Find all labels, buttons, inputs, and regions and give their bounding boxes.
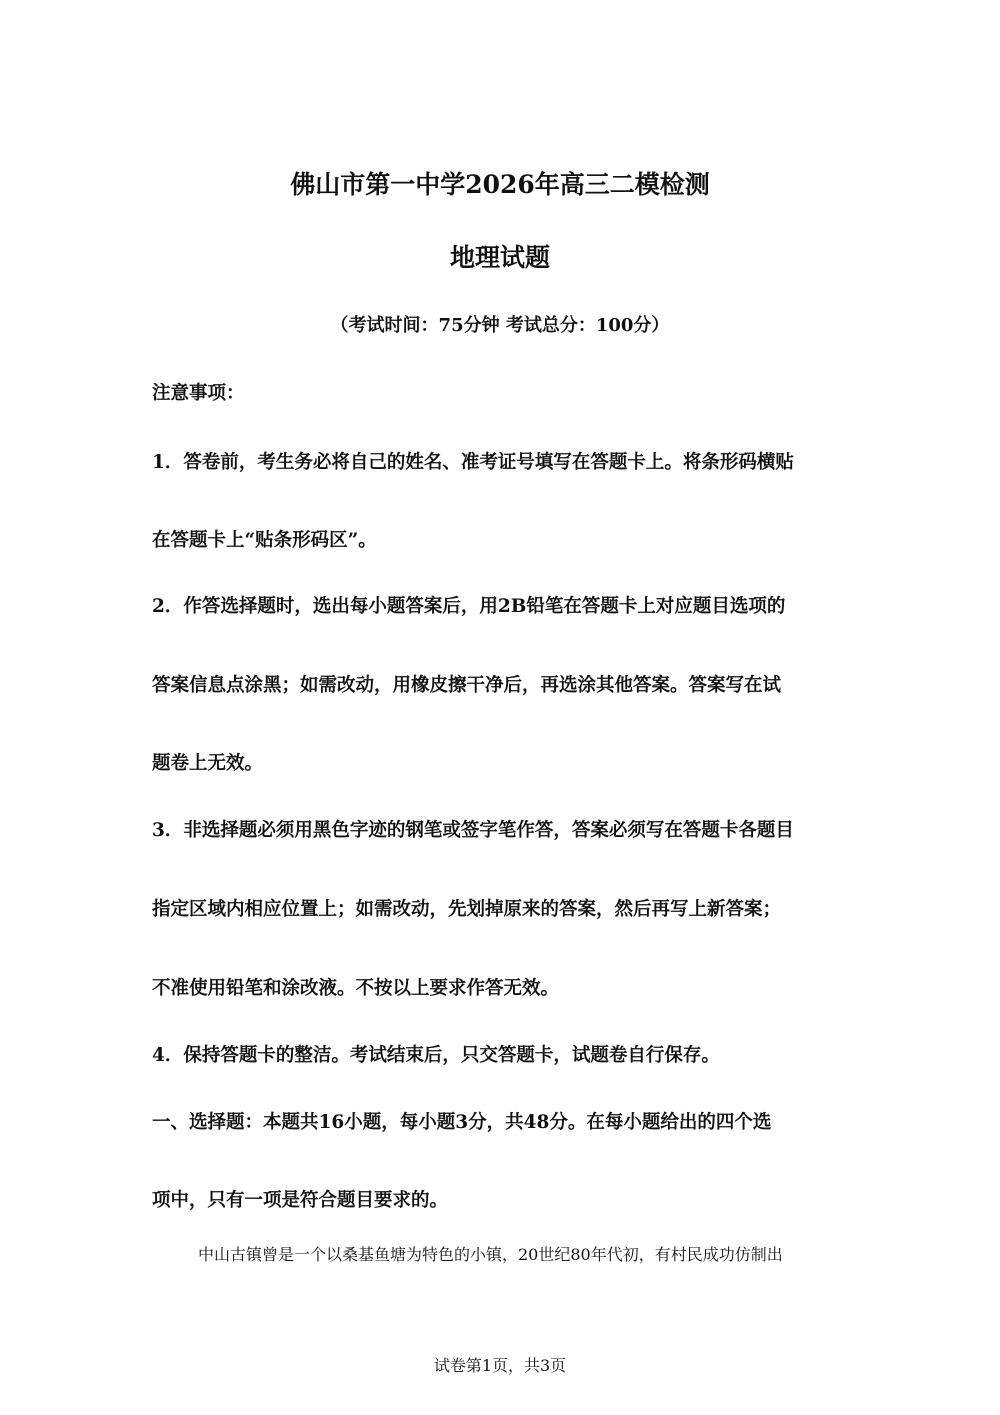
section-heading-line: 项中，只有一项是符合题目要求的。 <box>152 1190 449 1211</box>
notice-line: 4．保持答题卡的整洁。考试结束后，只交答题卡，试题卷自行保存。 <box>152 1045 720 1066</box>
notice-line: 答案信息点涂黑；如需改动，用橡皮擦干净后，再选涂其他答案。答案写在试 <box>152 675 782 696</box>
notice-line: 指定区域内相应位置上；如需改动，先划掉原来的答案，然后再写上新答案； <box>152 899 782 920</box>
exam-title: 佛山市第一中学2026年高三二模检测 <box>290 170 710 199</box>
exam-info: （考试时间：75分钟 考试总分：100分） <box>330 315 670 336</box>
section-heading-line: 一、选择题：本题共16小题，每小题3分，共48分。在每小题给出的四个选 <box>152 1112 772 1133</box>
page-footer: 试卷第1页，共3页 <box>433 1356 567 1375</box>
notice-line: 3．非选择题必须用黑色字迹的钢笔或签字笔作答，答案必须写在答题卡各题目 <box>152 820 794 841</box>
notice-heading: 注意事项： <box>152 383 245 404</box>
subject-title: 地理试题 <box>449 243 550 272</box>
notice-line: 不准使用铅笔和涂改液。不按以上要求作答无效。 <box>152 978 560 999</box>
passage-text: 中山古镇曾是一个以桑基鱼塘为特色的小镇，20世纪80年代初，有村民成功仿制出 <box>198 1245 783 1264</box>
notice-line: 1．答卷前，考生务必将自己的姓名、准考证号填写在答题卡上。将条形码横贴 <box>152 452 794 473</box>
notice-line: 题卷上无效。 <box>152 753 264 774</box>
notice-line: 2．作答选择题时，选出每小题答案后，用2B铅笔在答题卡上对应题目选项的 <box>152 596 786 617</box>
notice-line: 在答题卡上“贴条形码区”。 <box>152 530 377 551</box>
